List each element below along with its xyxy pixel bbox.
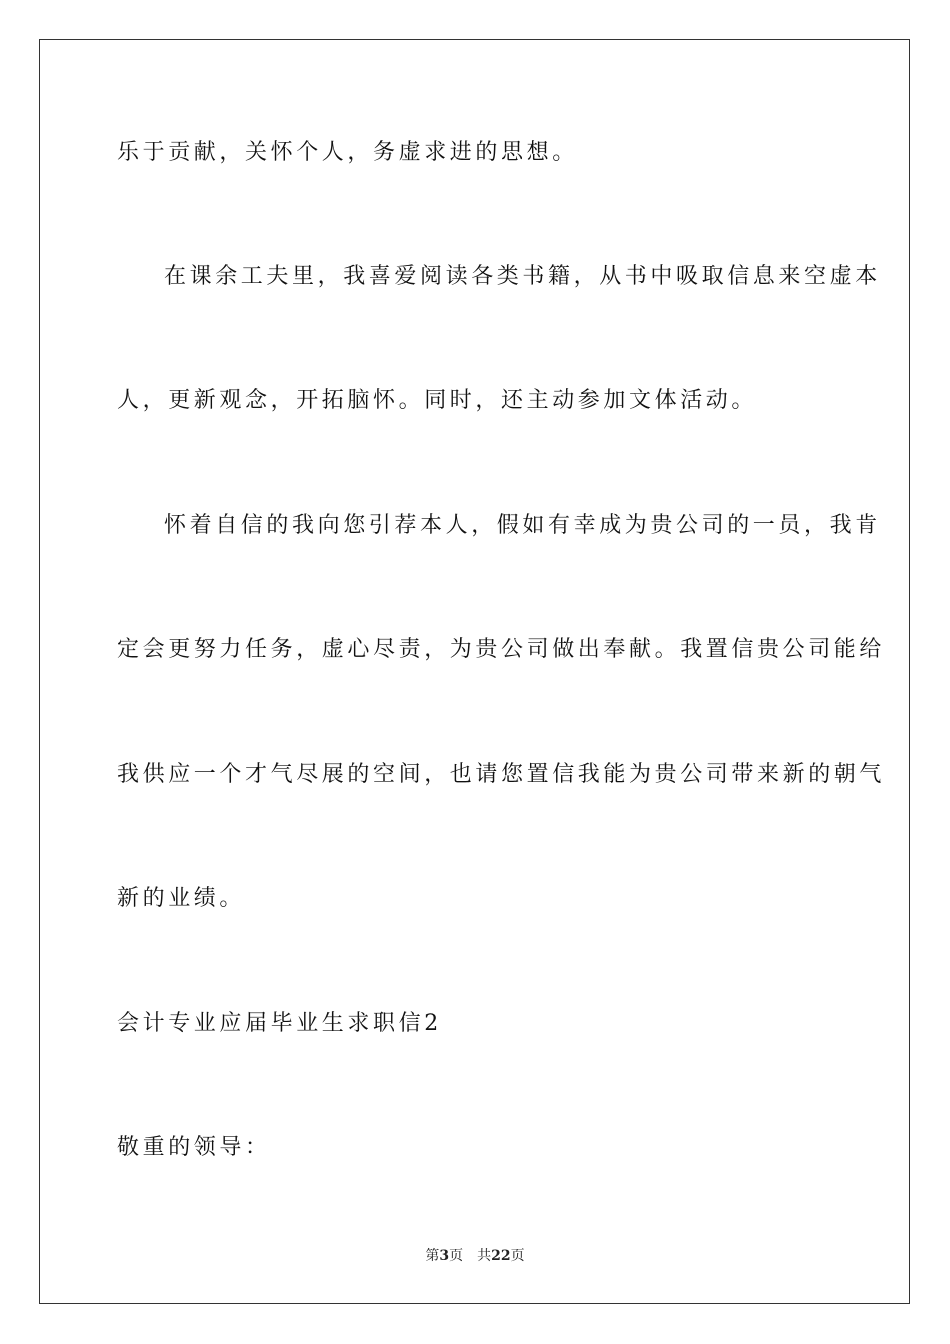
footer-page-number: 3	[439, 1248, 450, 1264]
text-line-6: 我供应一个才气尽展的空间，也请您置信我能为贵公司带来新的朝气	[117, 762, 886, 787]
salutation: 敬重的领导：	[117, 1135, 271, 1160]
text-line-1: 乐于贡献，关怀个人，务虚求进的思想。	[117, 140, 578, 165]
text-line-4: 怀着自信的我向您引荐本人，假如有幸成为贵公司的一员，我肯	[164, 513, 881, 538]
page-frame	[39, 39, 910, 1304]
footer-page-suffix: 页	[449, 1248, 464, 1264]
section-heading: 会计专业应届毕业生求职信2	[117, 1011, 442, 1036]
page-footer	[0, 1247, 950, 1265]
text-line-7: 新的业绩。	[117, 886, 246, 911]
text-line-3: 人，更新观念，开拓脑怀。同时，还主动参加文体活动。	[117, 388, 758, 413]
text-line-5: 定会更努力任务，虚心尽责，为贵公司做出奉献。我置信贵公司能给	[117, 637, 886, 662]
text-line-2: 在课余工夫里，我喜爱阅读各类书籍，从书中吸取信息来空虚本	[164, 264, 881, 289]
footer-total-prefix: 共	[477, 1248, 492, 1264]
footer-page-prefix: 第	[425, 1248, 440, 1264]
footer-total-suffix: 页	[510, 1248, 525, 1264]
footer-total-pages: 22	[491, 1248, 511, 1264]
